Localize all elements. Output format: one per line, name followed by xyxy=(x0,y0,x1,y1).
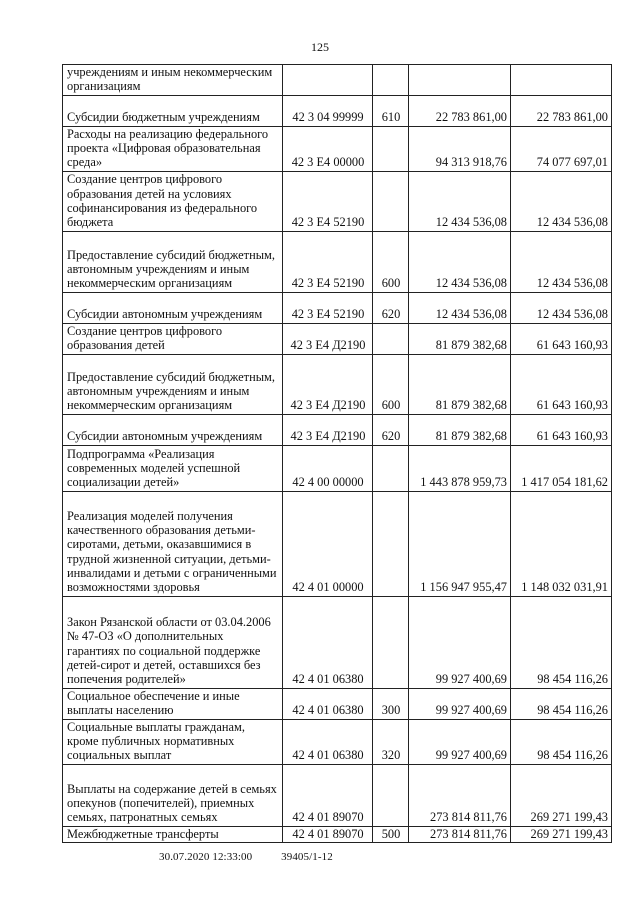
expense-name-cell: Создание центров цифрового образования детей xyxy=(63,323,283,354)
amount-2020-cell: 81 879 382,68 xyxy=(409,323,511,354)
table-row xyxy=(63,764,612,826)
table-row xyxy=(63,95,612,126)
amount-2021-cell: 269 271 199,43 xyxy=(511,764,612,826)
expense-name-cell: Закон Рязанской области от 03.04.2006 № 47-ОЗ «О дополнительных гарантиях по социальной поддержке детей-сирот и детей, оставшихся без попечения родителей» xyxy=(63,596,283,688)
footer-document-number: 39405/1-12 xyxy=(281,851,333,863)
budget-table-body xyxy=(63,65,612,843)
amount-2020-cell: 22 783 861,00 xyxy=(409,95,511,126)
table-row xyxy=(63,323,612,354)
amount-2021-cell: 61 643 160,93 xyxy=(511,414,612,445)
amount-2020-cell: 273 814 811,76 xyxy=(409,764,511,826)
table-row xyxy=(63,491,612,596)
target-code-cell: 42 4 01 89070 xyxy=(283,764,373,826)
expense-type-cell: 620 xyxy=(373,414,409,445)
footer-timestamp: 30.07.2020 12:33:00 xyxy=(159,851,253,863)
expense-name-cell: учреждениям и иным некоммерческим организациям xyxy=(63,65,283,96)
expense-type-cell: 320 xyxy=(373,719,409,764)
table-row xyxy=(63,171,612,231)
expense-type-cell xyxy=(373,126,409,171)
amount-2021-cell: 1 417 054 181,62 xyxy=(511,445,612,491)
expense-type-cell xyxy=(373,491,409,596)
target-code-cell: 42 3 E4 Д2190 xyxy=(283,414,373,445)
expense-name-cell: Социальные выплаты гражданам, кроме публичных нормативных социальных выплат xyxy=(63,719,283,764)
target-code-cell: 42 4 01 00000 xyxy=(283,491,373,596)
expense-type-cell xyxy=(373,65,409,96)
amount-2020-cell: 99 927 400,69 xyxy=(409,688,511,719)
table-row xyxy=(63,445,612,491)
page-footer xyxy=(159,851,333,863)
target-code-cell: 42 4 01 06380 xyxy=(283,688,373,719)
expense-name-cell: Межбюджетные трансферты xyxy=(63,826,283,842)
expense-name-cell: Субсидии автономным учреждениям xyxy=(63,414,283,445)
amount-2021-cell: 98 454 116,26 xyxy=(511,688,612,719)
target-code-cell: 42 3 E4 52190 xyxy=(283,231,373,292)
amount-2020-cell: 12 434 536,08 xyxy=(409,231,511,292)
expense-name-cell: Субсидии бюджетным учреждениям xyxy=(63,95,283,126)
table-row xyxy=(63,292,612,323)
table-row xyxy=(63,126,612,171)
table-row xyxy=(63,414,612,445)
table-row xyxy=(63,719,612,764)
target-code-cell: 42 4 01 06380 xyxy=(283,719,373,764)
budget-table xyxy=(62,64,612,843)
expense-type-cell: 610 xyxy=(373,95,409,126)
table-row xyxy=(63,231,612,292)
amount-2020-cell xyxy=(409,65,511,96)
expense-name-cell: Расходы на реализацию федерального проекта «Цифровая образовательная среда» xyxy=(63,126,283,171)
target-code-cell: 42 4 01 89070 xyxy=(283,826,373,842)
expense-type-cell xyxy=(373,764,409,826)
amount-2021-cell: 12 434 536,08 xyxy=(511,292,612,323)
expense-name-cell: Подпрограмма «Реализация современных моделей успешной социализации детей» xyxy=(63,445,283,491)
amount-2020-cell: 94 313 918,76 xyxy=(409,126,511,171)
amount-2021-cell: 98 454 116,26 xyxy=(511,719,612,764)
expense-name-cell: Реализация моделей получения качественного образования детьми-сиротами, детьми, оказавшимися в трудной жизненной ситуации, детьми-инвалидами и детьми с ограниченными возможностями здоровья xyxy=(63,491,283,596)
expense-type-cell xyxy=(373,596,409,688)
amount-2021-cell: 98 454 116,26 xyxy=(511,596,612,688)
amount-2021-cell: 61 643 160,93 xyxy=(511,323,612,354)
target-code-cell: 42 3 04 99999 xyxy=(283,95,373,126)
table-row xyxy=(63,65,612,96)
amount-2020-cell: 99 927 400,69 xyxy=(409,596,511,688)
target-code-cell: 42 3 E4 52190 xyxy=(283,292,373,323)
expense-name-cell: Субсидии автономным учреждениям xyxy=(63,292,283,323)
target-code-cell: 42 3 E4 Д2190 xyxy=(283,323,373,354)
expense-name-cell: Социальное обеспечение и иные выплаты населению xyxy=(63,688,283,719)
expense-name-cell: Предоставление субсидий бюджетным, автономным учреждениям и иным некоммерческим организациям xyxy=(63,231,283,292)
target-code-cell: 42 3 E4 Д2190 xyxy=(283,354,373,414)
amount-2021-cell: 12 434 536,08 xyxy=(511,231,612,292)
expense-name-cell: Создание центров цифрового образования детей на условиях софинансирования из федерального бюджета xyxy=(63,171,283,231)
amount-2021-cell: 61 643 160,93 xyxy=(511,354,612,414)
target-code-cell: 42 4 00 00000 xyxy=(283,445,373,491)
target-code-cell: 42 3 E4 00000 xyxy=(283,126,373,171)
target-code-cell: 42 3 E4 52190 xyxy=(283,171,373,231)
expense-type-cell: 500 xyxy=(373,826,409,842)
table-row xyxy=(63,596,612,688)
table-row xyxy=(63,826,612,842)
table-row xyxy=(63,354,612,414)
expense-type-cell xyxy=(373,323,409,354)
expense-type-cell: 300 xyxy=(373,688,409,719)
expense-name-cell: Предоставление субсидий бюджетным, автономным учреждениям и иным некоммерческим организациям xyxy=(63,354,283,414)
amount-2020-cell: 12 434 536,08 xyxy=(409,171,511,231)
amount-2021-cell: 269 271 199,43 xyxy=(511,826,612,842)
target-code-cell: 42 4 01 06380 xyxy=(283,596,373,688)
page-number: 125 xyxy=(311,40,329,54)
expense-type-cell: 620 xyxy=(373,292,409,323)
amount-2020-cell: 81 879 382,68 xyxy=(409,354,511,414)
expense-type-cell xyxy=(373,445,409,491)
amount-2021-cell xyxy=(511,65,612,96)
expense-type-cell: 600 xyxy=(373,231,409,292)
amount-2021-cell: 74 077 697,01 xyxy=(511,126,612,171)
amount-2020-cell: 1 156 947 955,47 xyxy=(409,491,511,596)
amount-2020-cell: 273 814 811,76 xyxy=(409,826,511,842)
amount-2021-cell: 12 434 536,08 xyxy=(511,171,612,231)
amount-2020-cell: 81 879 382,68 xyxy=(409,414,511,445)
table-row xyxy=(63,688,612,719)
amount-2020-cell: 12 434 536,08 xyxy=(409,292,511,323)
expense-name-cell: Выплаты на содержание детей в семьях опекунов (попечителей), приемных семьях, патронатных семьях xyxy=(63,764,283,826)
expense-type-cell: 600 xyxy=(373,354,409,414)
target-code-cell xyxy=(283,65,373,96)
amount-2020-cell: 99 927 400,69 xyxy=(409,719,511,764)
amount-2020-cell: 1 443 878 959,73 xyxy=(409,445,511,491)
amount-2021-cell: 1 148 032 031,91 xyxy=(511,491,612,596)
expense-type-cell xyxy=(373,171,409,231)
amount-2021-cell: 22 783 861,00 xyxy=(511,95,612,126)
